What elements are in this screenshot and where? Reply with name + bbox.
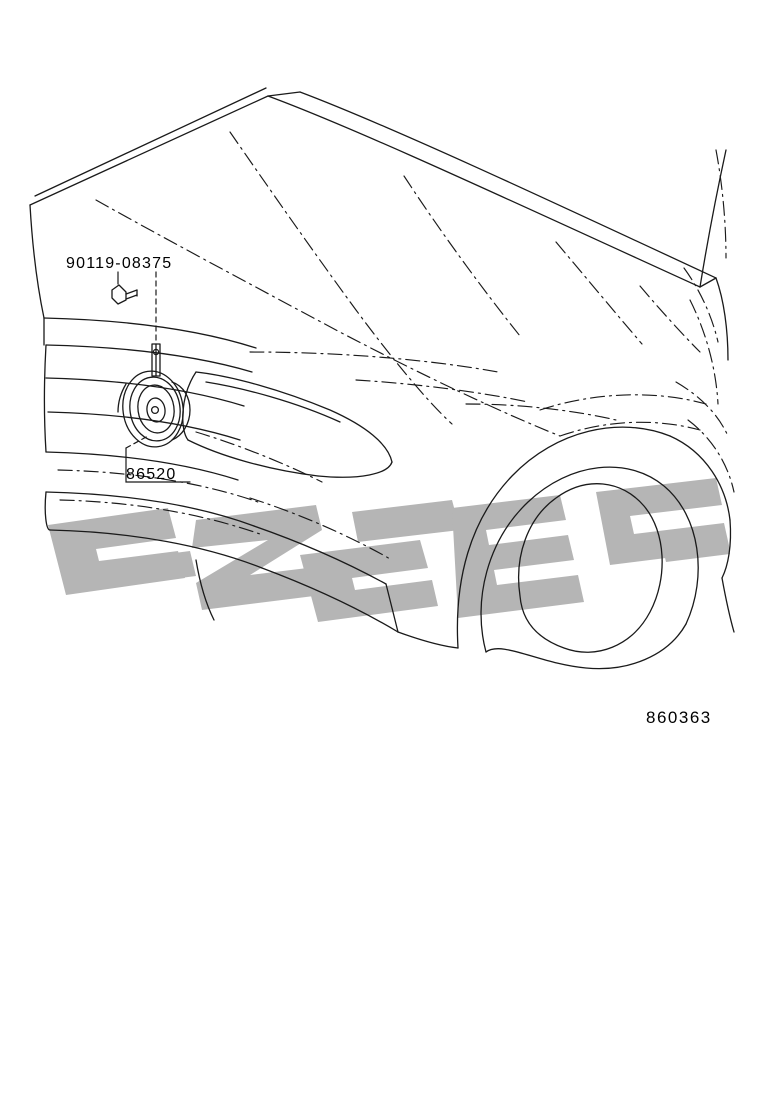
figure-number: 860363: [646, 708, 712, 727]
callout-bolt-part-number: 90119-08375: [66, 255, 173, 272]
callout-horn-part-number: 86520: [126, 466, 177, 483]
